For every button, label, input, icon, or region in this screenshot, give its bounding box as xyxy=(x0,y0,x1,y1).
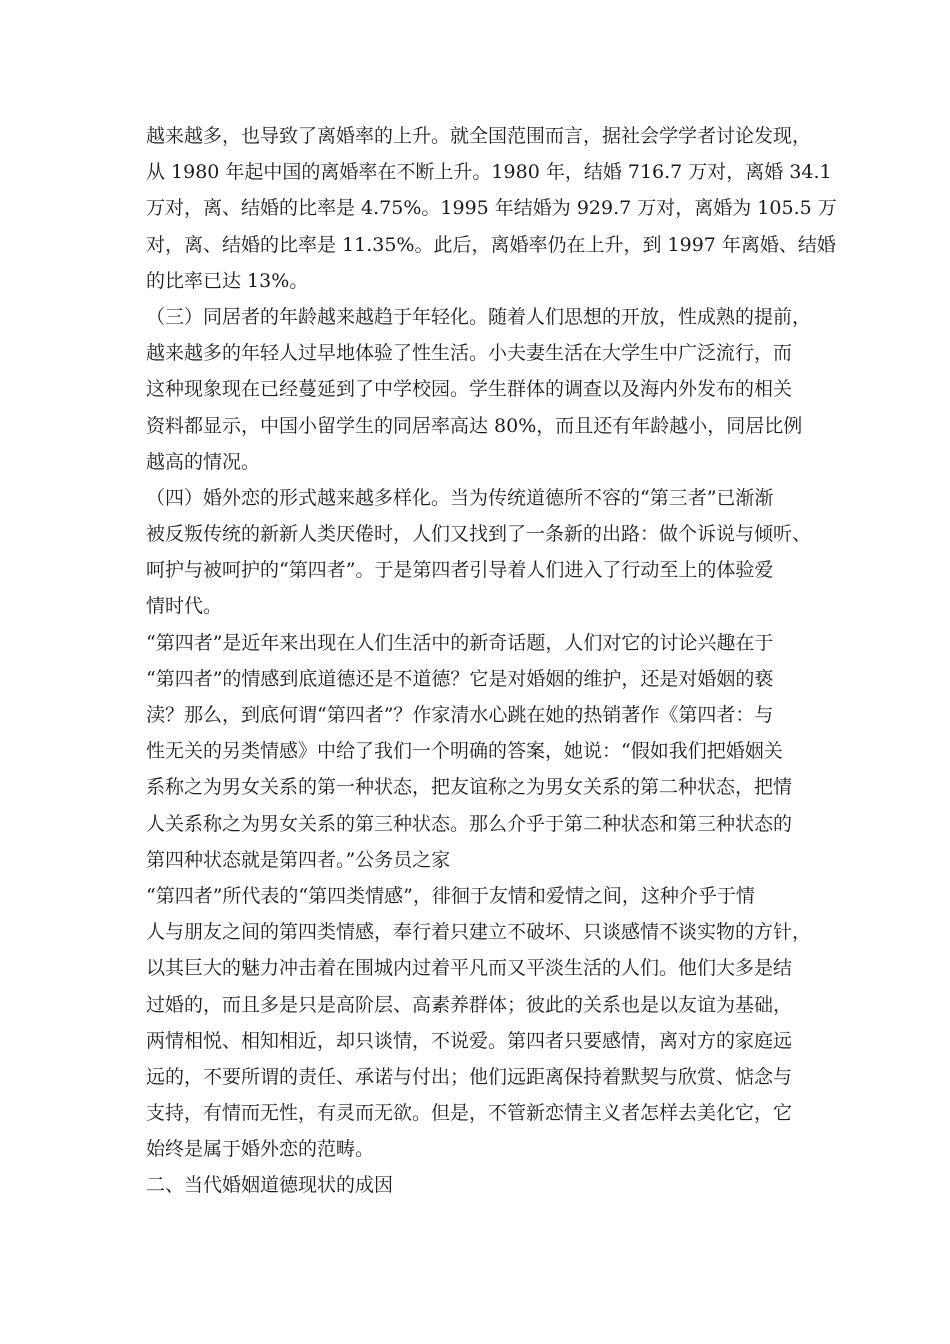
text-line: 人与朋友之间的第四类情感，奉行着只建立不破坏、只谈感情不谈实物的方针， xyxy=(146,921,812,944)
text-line: 对，离、结婚的比率是 11.35%。此后，离婚率仍在上升，到 1997 年离婚、结婚 xyxy=(146,233,836,256)
text-line: 资料都显示，中国小留学生的同居率高达 80%，而且还有年龄越小，同居比例 xyxy=(146,414,803,437)
text-line: 系称之为男女关系的第一种状态，把友谊称之为男女关系的第二种状态，把情 xyxy=(146,776,793,799)
text-line: “第四者”是近年来出现在人们生活中的新奇话题，人们对它的讨论兴趣在于 xyxy=(146,631,774,654)
text-line: 远的，不要所谓的责任、承诺与付出；他们远距离保持着默契与欣赏、惦念与 xyxy=(146,1065,793,1088)
section-heading xyxy=(146,1167,811,1203)
document-body xyxy=(146,118,837,1204)
text-line: 越来越多，也导致了离婚率的上升。就全国范围而言，据社会学学者讨论发现， xyxy=(146,125,812,147)
text-line: “第四者”所代表的“第四类情感”，徘徊于友情和爱情之间，这种介乎于情 xyxy=(146,884,755,907)
text-line: 呵护与被呵护的“第四者”。于是第四者引导着人们进入了行动至上的体验爱 xyxy=(146,559,774,582)
text-line: 人关系称之为男女关系的第三种状态。那么介乎于第二种状态和第三种状态的 xyxy=(146,812,793,835)
text-line: （三）同居者的年龄越来越趋于年轻化。随着人们思想的开放，性成熟的提前， xyxy=(146,305,812,328)
paragraph-extramarital xyxy=(146,480,811,625)
text-line: “第四者”的情感到底道德还是不道德？它是对婚姻的维护，还是对婚姻的亵 xyxy=(146,667,774,690)
text-line: 过婚的，而且多是只是高阶层、高素养群体；彼此的关系也是以友谊为基础， xyxy=(146,993,793,1016)
heading-line: 二、当代婚姻道德现状的成因 xyxy=(146,1174,394,1197)
text-line: 被反叛传统的新新人类厌倦时，人们又找到了一条新的出路：做个诉说与倾听、 xyxy=(146,523,812,546)
text-line: 这种现象现在已经蔓延到了中学校园。学生群体的调查以及海内外发布的相关 xyxy=(146,378,793,401)
text-line: 两情相悦、相知相近，却只谈情，不说爱。第四者只要感情，离对方的家庭远 xyxy=(146,1029,793,1052)
text-line: 的比率已达 13%。 xyxy=(146,269,309,292)
text-line: 从 1980 年起中国的离婚率在不断上升。1980 年，结婚 716.7 万对，离婚 34.1 xyxy=(146,161,832,184)
text-line: 越来越多的年轻人过早地体验了性生活。小夫妻生活在大学生中广泛流行，而 xyxy=(146,342,793,365)
text-line: 性无关的另类情感》中给了我们一个明确的答案，她说：“假如我们把婚姻关 xyxy=(146,740,783,763)
paragraph-fourth-emotion xyxy=(146,878,811,1168)
text-line: 越高的情况。 xyxy=(146,450,261,473)
paragraph-cohabitation xyxy=(146,299,811,480)
text-line: 支持，有情而无性，有灵而无欲。但是，不管新恋情主义者怎样去美化它，它 xyxy=(146,1102,793,1125)
text-line: 情时代。 xyxy=(146,595,223,618)
text-line: 万对，离、结婚的比率是 4.75%。1995 年结婚为 929.7 万对，离婚为 105.5 万 xyxy=(146,197,837,220)
text-line: 第四种状态就是第四者。”公务员之家 xyxy=(146,848,451,871)
text-line: 始终是属于婚外恋的范畴。 xyxy=(146,1138,375,1161)
paragraph-divorce-rate xyxy=(146,118,837,299)
paragraph-fourth-party-definition xyxy=(146,625,811,878)
text-line: 渎？那么，到底何谓“第四者”？作家清水心跳在她的热销著作《第四者：与 xyxy=(146,704,774,726)
text-line: （四）婚外恋的形式越来越多样化。当为传统道德所不容的“第三者”已渐渐 xyxy=(146,486,774,509)
text-line: 以其巨大的魅力冲击着在围城内过着平凡而又平淡生活的人们。他们大多是结 xyxy=(146,957,793,980)
